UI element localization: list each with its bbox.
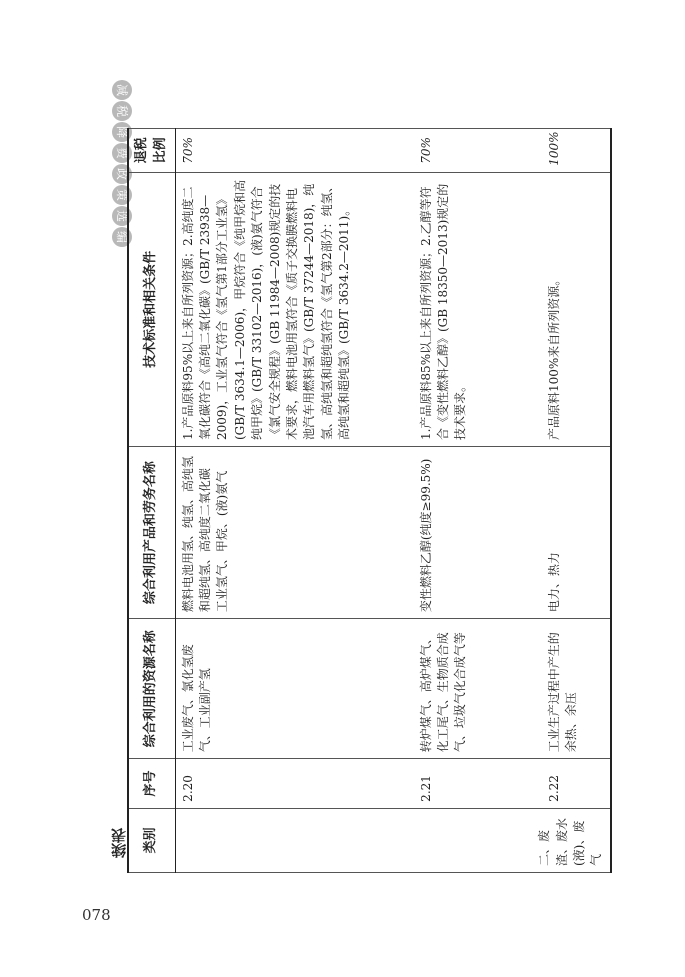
seal-char: 费 — [112, 143, 132, 163]
table-row — [175, 129, 414, 873]
continued-table-label: 续表 — [110, 828, 128, 858]
table-row — [414, 129, 542, 873]
seal-char: 政 — [112, 164, 132, 184]
table-header-row — [128, 129, 175, 873]
tax-refund-table — [127, 128, 612, 873]
header-number: 序号 — [128, 759, 175, 809]
seal-char: 选 — [112, 206, 132, 226]
row-number: 2.20 — [175, 759, 414, 809]
ratio-cell: 100% — [542, 129, 611, 173]
header-product: 综合利用产品和劳务名称 — [128, 447, 175, 619]
ratio-cell: 70% — [414, 129, 542, 173]
standard-cell: 1.产品原料95%以上来自所列资源；2.高纯度二氧化碳符合《高纯二氧化碳》(GB/T 23938—2009)，工业氢气符合《氢气第1部分工业氢》(GB/T 3634.1—2006)，甲烷符合《纯甲烷和高纯甲烷》(GB/T 33102—2016)，(液)氨气符合《氯气安全规程》(GB 11984—2008)规定的技术要求，燃料电池用氢符合《质子交换膜燃料电池汽车用燃料氢气》(GB/T 37244—2018)，纯氢、高纯氢和超纯氢符合《氢气第2部分：纯氢、高纯氢和超纯氢》(GB/T 3634.2—2011)。 — [175, 172, 414, 446]
table-rotation-frame — [127, 128, 604, 873]
page-number: 078 — [82, 906, 111, 924]
seal-char: 减 — [112, 80, 132, 100]
product-cell: 变性燃料乙醇(纯度≥99.5%) — [414, 447, 542, 619]
standard-cell: 产品原料100%来自所列资源。 — [542, 172, 611, 446]
product-cell: 燃料电池用氢、纯氢、高纯氢和超纯氢、高纯度二氧化碳 工业氢气、甲烷、(液)氨气 — [175, 447, 414, 619]
resource-cell: 转炉煤气、高炉煤气、化工尾气、生物质合成气、垃圾气化合成气等 — [414, 619, 542, 759]
seal-char: 策 — [112, 185, 132, 205]
category-cell: 二、废渣、废水(液)、废气 — [175, 808, 611, 872]
seal-char: 税 — [112, 101, 132, 121]
resource-cell: 工业废气、氯化氢废气、工业副产氢 — [175, 619, 414, 759]
seal-char: 编 — [112, 227, 132, 247]
header-ratio: 退税比例 — [128, 129, 175, 173]
resource-cell: 工业生产过程中产生的余热、余压 — [542, 619, 611, 759]
row-number: 2.22 — [542, 759, 611, 809]
ratio-cell: 70% — [175, 129, 414, 173]
seal-char: 降 — [112, 122, 132, 142]
header-standard: 技术标准和相关条件 — [128, 172, 175, 446]
standard-cell: 1.产品原料85%以上来自所列资源；2.乙醇等符合《变性燃料乙醇》(GB 18350—2013)规定的技术要求。 — [414, 172, 542, 446]
row-number: 2.21 — [414, 759, 542, 809]
header-category: 类别 — [128, 808, 175, 872]
header-resource: 综合利用的资源名称 — [128, 619, 175, 759]
table-row — [542, 129, 611, 873]
product-cell: 电力、热力 — [542, 447, 611, 619]
